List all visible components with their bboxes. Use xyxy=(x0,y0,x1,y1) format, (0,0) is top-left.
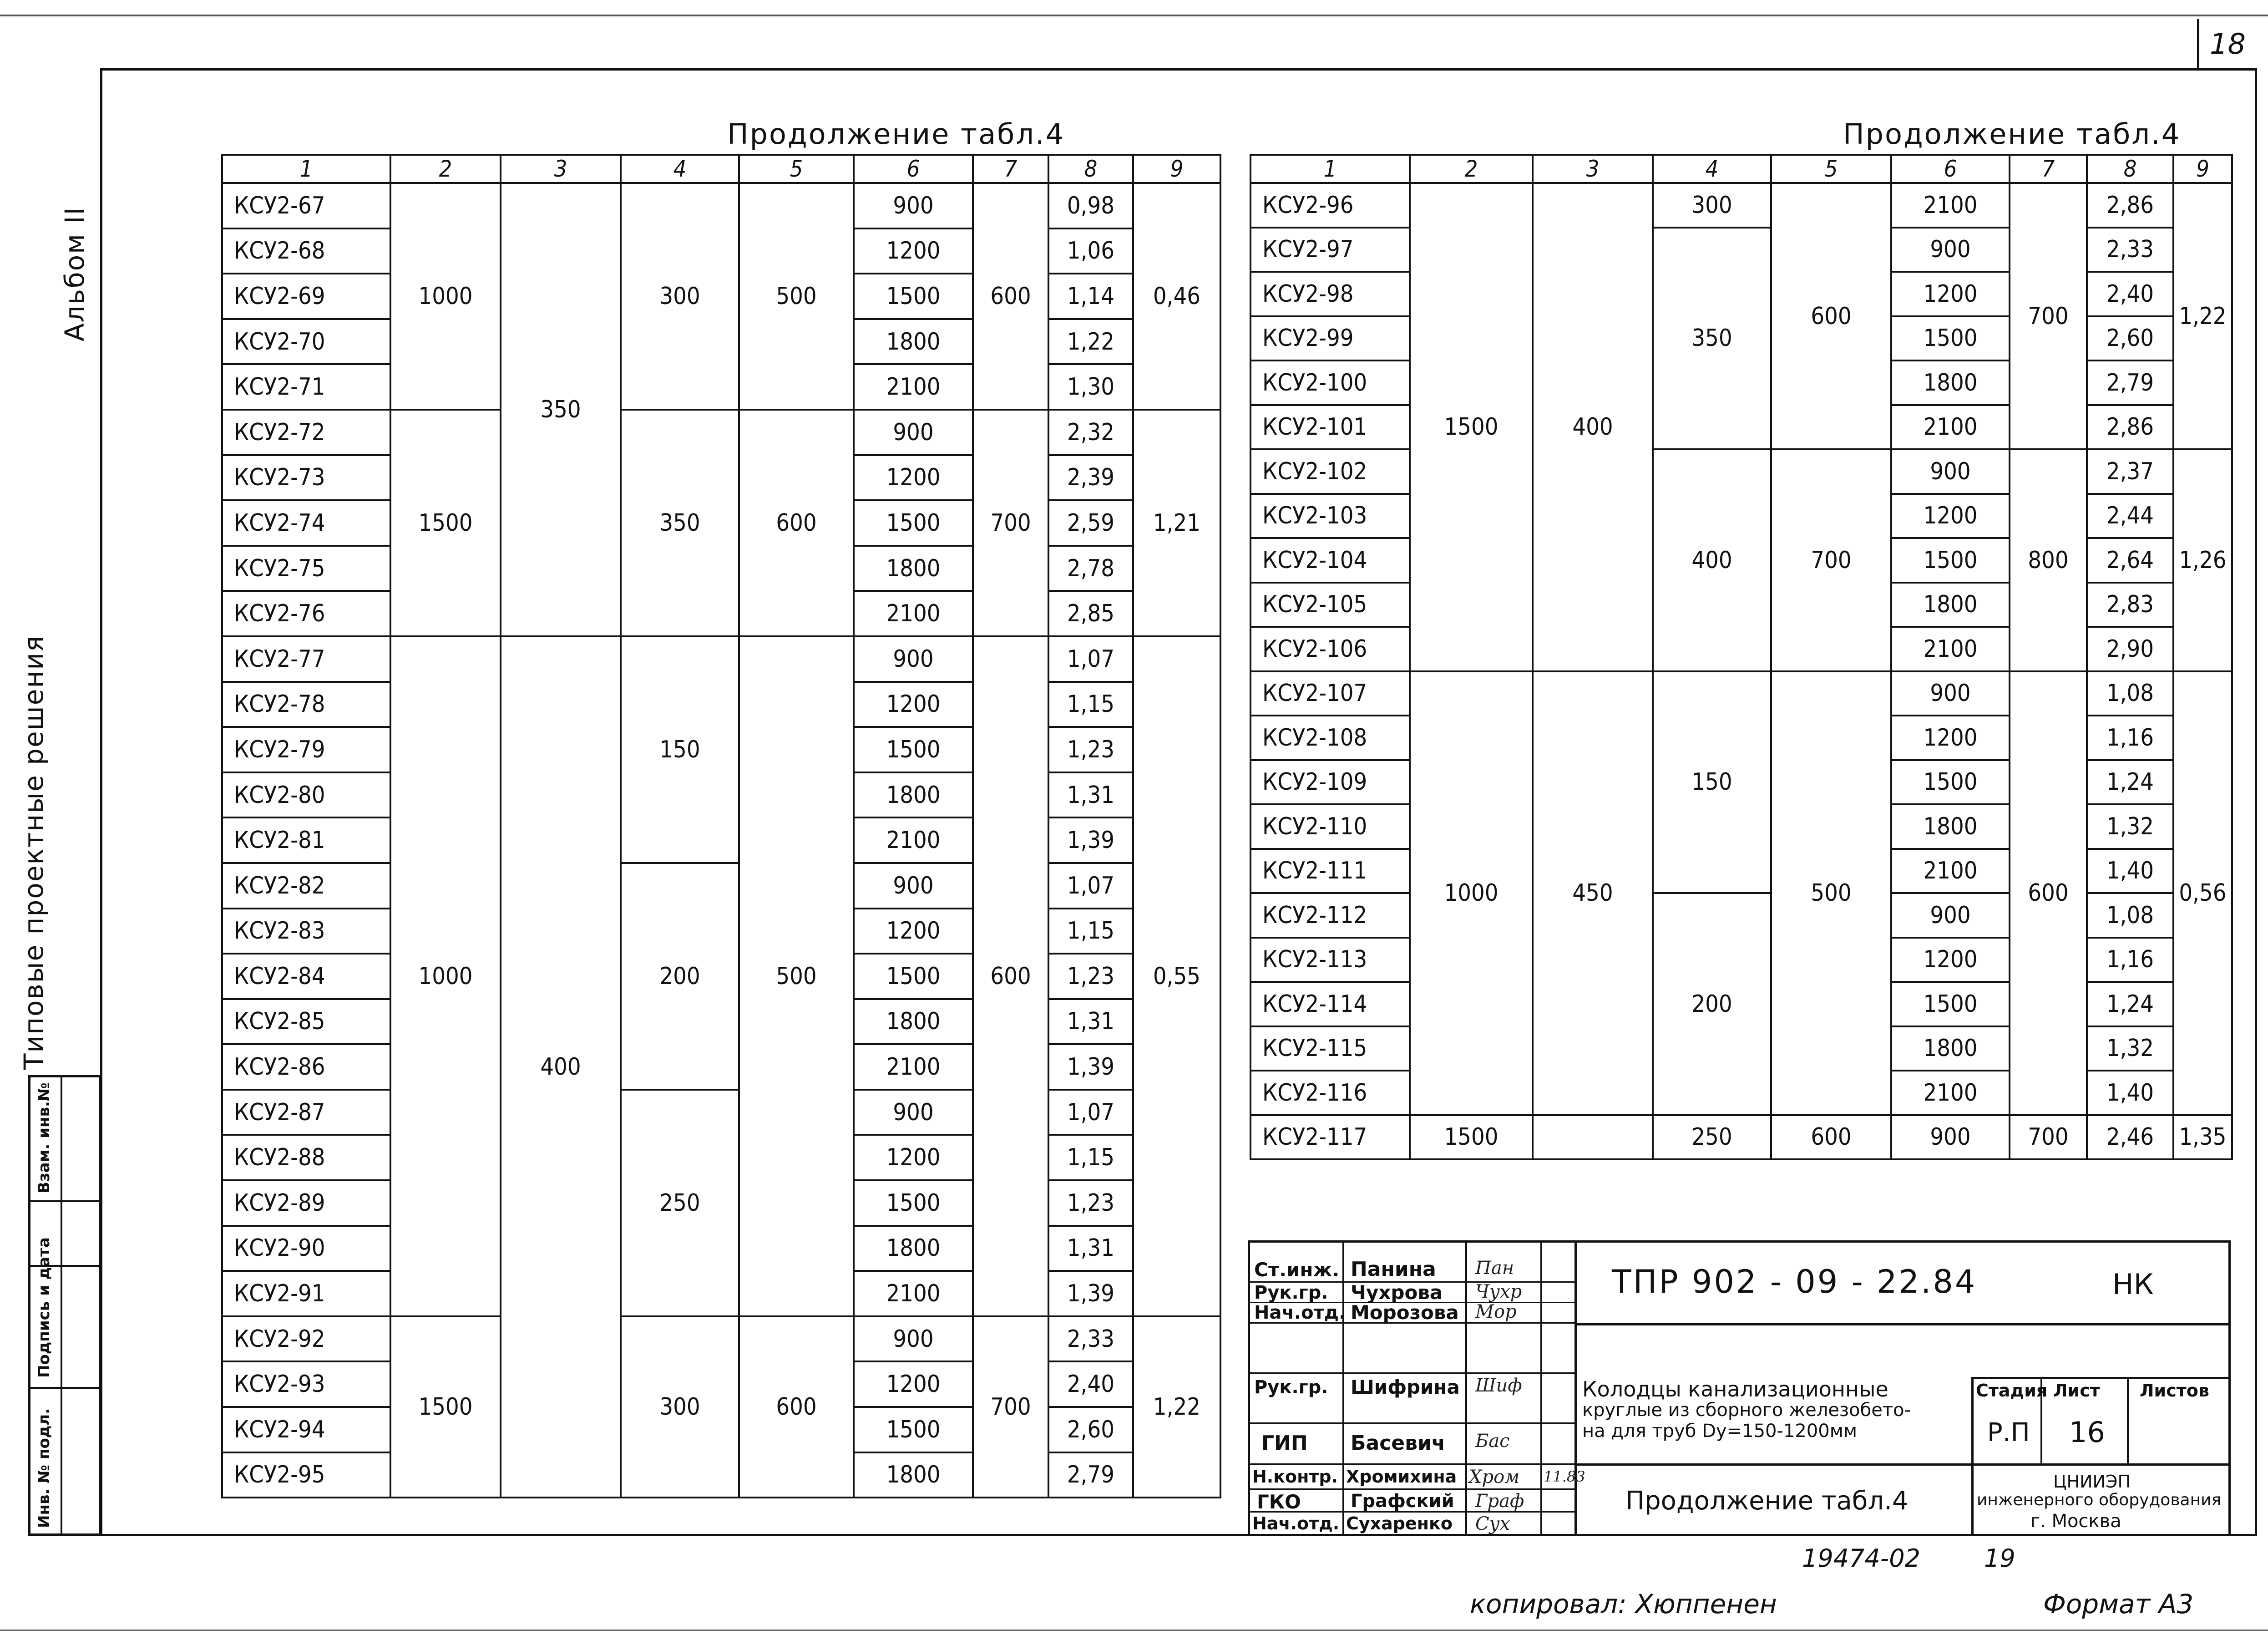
cell-col-6: 900 xyxy=(1891,893,2010,938)
cell-col-8: 2,60 xyxy=(2087,316,2173,361)
cell-col-8: 2,37 xyxy=(2087,449,2173,494)
cell-col-6: 900 xyxy=(854,636,973,682)
left-table xyxy=(221,154,1221,1498)
left_table-header-col-2: 2 xyxy=(390,155,501,183)
cell-col-5: 600 xyxy=(1771,1115,1891,1160)
cell-col-8: 1,22 xyxy=(1048,319,1133,365)
stamp-doc-mark: НК xyxy=(2112,1268,2154,1301)
cell-col-8: 1,31 xyxy=(1048,772,1133,818)
stamp-org-line2: инженерного оборудования xyxy=(1977,1491,2222,1509)
cell-col-5: 500 xyxy=(739,183,854,410)
stamp-sig-1: Пан xyxy=(1475,1258,1514,1279)
cell-col-3: 400 xyxy=(1533,183,1653,671)
cell-col-8: 1,14 xyxy=(1048,274,1133,319)
table-row xyxy=(222,1316,1220,1362)
cell-col-2: 1500 xyxy=(1410,183,1533,671)
cell-col-6: 900 xyxy=(854,183,973,228)
cell-col-6: 2100 xyxy=(854,817,973,863)
cell-col-8: 1,39 xyxy=(1048,817,1133,863)
item-code: КСУ2-103 xyxy=(1250,494,1410,538)
page-number: 18 xyxy=(2197,19,2256,68)
item-code: КСУ2-75 xyxy=(222,546,390,591)
right_table-header-col-4: 4 xyxy=(1653,155,1771,183)
cell-col-6: 1800 xyxy=(1891,583,2010,627)
item-code: КСУ2-99 xyxy=(1250,316,1410,361)
item-code: КСУ2-83 xyxy=(222,909,390,954)
cell-col-6: 1500 xyxy=(854,727,973,772)
item-code: КСУ2-77 xyxy=(222,636,390,682)
cell-col-9: 1,21 xyxy=(1133,410,1220,636)
cell-col-7: 700 xyxy=(2010,183,2087,449)
cell-col-8: 2,44 xyxy=(2087,494,2173,538)
cell-col-6: 1500 xyxy=(854,500,973,546)
item-code: КСУ2-104 xyxy=(1250,538,1410,583)
cell-col-8: 1,31 xyxy=(1048,1226,1133,1271)
stamp-name-7: Графский xyxy=(1351,1491,1454,1512)
table-row xyxy=(1250,449,2232,494)
cell-col-6: 2100 xyxy=(1891,627,2010,671)
cell-col-6: 900 xyxy=(854,863,973,909)
cell-col-4: 150 xyxy=(621,636,739,863)
stamp-role-8: Нач.отд. xyxy=(1252,1513,1340,1533)
cell-col-6: 1200 xyxy=(1891,494,2010,538)
cell-col-8: 1,08 xyxy=(2087,893,2173,938)
left_table-header-col-9: 9 xyxy=(1133,155,1220,183)
stamp-name-3: Морозова xyxy=(1351,1301,1459,1324)
cell-col-6: 900 xyxy=(1891,228,2010,272)
cell-col-5: 600 xyxy=(739,1316,854,1498)
stamp-name-8: Сухаренко xyxy=(1346,1513,1453,1533)
item-code: КСУ2-80 xyxy=(222,772,390,818)
left_table-header-col-5: 5 xyxy=(739,155,854,183)
cell-col-6: 900 xyxy=(1891,449,2010,494)
cell-col-8: 1,08 xyxy=(2087,671,2173,716)
item-code: КСУ2-106 xyxy=(1250,627,1410,671)
item-code: КСУ2-93 xyxy=(222,1361,390,1407)
cell-col-8: 0,98 xyxy=(1048,183,1133,228)
item-code: КСУ2-96 xyxy=(1250,183,1410,228)
cell-col-8: 2,59 xyxy=(1048,500,1133,546)
item-code: КСУ2-98 xyxy=(1250,272,1410,316)
cell-col-8: 2,33 xyxy=(1048,1316,1133,1362)
cell-col-8: 1,40 xyxy=(2087,1071,2173,1115)
series-label: Типовые проектные решения xyxy=(18,635,49,1070)
cell-col-4: 300 xyxy=(621,1316,739,1498)
cell-col-6: 900 xyxy=(854,410,973,455)
cell-col-8: 1,24 xyxy=(2087,760,2173,805)
item-code: КСУ2-110 xyxy=(1250,804,1410,849)
left_table-header-col-1: 1 xyxy=(222,155,390,183)
right_table-header-col-8: 8 xyxy=(2087,155,2173,183)
cell-col-6: 1200 xyxy=(854,682,973,727)
cell-col-3 xyxy=(1533,1115,1653,1160)
archive-number: 19474-02 xyxy=(1802,1544,1920,1573)
cell-col-8: 1,15 xyxy=(1048,909,1133,954)
cell-col-7: 700 xyxy=(973,1316,1048,1498)
cell-col-4: 200 xyxy=(1653,893,1771,1115)
item-code: КСУ2-114 xyxy=(1250,982,1410,1026)
cell-col-2: 1500 xyxy=(1410,1115,1533,1160)
cell-col-6: 2100 xyxy=(854,591,973,636)
cell-col-8: 2,32 xyxy=(1048,410,1133,455)
cell-col-6: 1800 xyxy=(854,1452,973,1498)
copied-by: копировал: Хюппенен xyxy=(1470,1589,1777,1620)
item-code: КСУ2-100 xyxy=(1250,360,1410,405)
cell-col-6: 900 xyxy=(1891,1115,2010,1160)
cell-col-9: 0,56 xyxy=(2173,671,2232,1115)
stamp-sig-5: Бас xyxy=(1475,1431,1510,1452)
item-code: КСУ2-113 xyxy=(1250,938,1410,982)
item-code: КСУ2-92 xyxy=(222,1316,390,1362)
item-code: КСУ2-97 xyxy=(1250,228,1410,272)
cell-col-8: 1,40 xyxy=(2087,849,2173,894)
item-code: КСУ2-86 xyxy=(222,1044,390,1090)
table-row xyxy=(222,636,1220,682)
stamp-role-5: ГИП xyxy=(1261,1432,1308,1455)
cell-col-6: 1200 xyxy=(854,455,973,501)
stamp-sig-3: Мор xyxy=(1475,1301,1517,1322)
cell-col-6: 1500 xyxy=(854,274,973,319)
bottom-rule xyxy=(0,1630,2268,1631)
cell-col-6: 2100 xyxy=(854,1271,973,1316)
stamp-title-line1: Колодцы канализационные xyxy=(1582,1377,1888,1401)
stamp-sheets-label: Листов xyxy=(2140,1381,2209,1401)
right-table-caption: Продолжение табл.4 xyxy=(1843,117,2181,151)
cell-col-6: 2100 xyxy=(1891,849,2010,894)
stamp-role-6: Н.контр. xyxy=(1252,1467,1338,1487)
cell-col-8: 1,23 xyxy=(1048,954,1133,999)
item-code: КСУ2-91 xyxy=(222,1271,390,1316)
left-table-caption: Продолжение табл.4 xyxy=(727,117,1065,151)
cell-col-2: 1000 xyxy=(390,183,501,410)
cell-col-6: 1200 xyxy=(854,1135,973,1180)
cell-col-8: 2,60 xyxy=(1048,1407,1133,1452)
table-row xyxy=(222,863,1220,909)
cell-col-9: 1,22 xyxy=(1133,1316,1220,1498)
cell-col-6: 1200 xyxy=(1891,716,2010,760)
cell-col-8: 1,06 xyxy=(1048,228,1133,274)
strip-label-sign: Подпись и дата xyxy=(35,1237,53,1378)
top-rule xyxy=(0,15,2268,16)
cell-col-4: 250 xyxy=(621,1090,739,1316)
cell-col-4: 200 xyxy=(621,863,739,1090)
cell-col-8: 1,07 xyxy=(1048,863,1133,909)
strip-label-replace: Взам. инв.№ xyxy=(35,1082,53,1193)
stamp-doc-code: ТПР 902 - 09 - 22.84 xyxy=(1612,1263,1977,1300)
cell-col-6: 2100 xyxy=(1891,183,2010,228)
stamp-role-3: Нач.отд. xyxy=(1254,1302,1346,1323)
table-row xyxy=(222,410,1220,455)
item-code: КСУ2-72 xyxy=(222,410,390,455)
cell-col-8: 2,90 xyxy=(2087,627,2173,671)
left_table-header-col-7: 7 xyxy=(973,155,1048,183)
item-code: КСУ2-107 xyxy=(1250,671,1410,716)
cell-col-7: 600 xyxy=(973,636,1048,1316)
cell-col-8: 1,23 xyxy=(1048,1180,1133,1226)
cell-col-8: 1,07 xyxy=(1048,1090,1133,1135)
right-table xyxy=(1250,154,2233,1160)
cell-col-6: 1500 xyxy=(854,1407,973,1452)
left_table-header-col-6: 6 xyxy=(854,155,973,183)
table-row xyxy=(1250,671,2232,716)
table-row xyxy=(1250,1115,2232,1160)
stamp-sheet: 16 xyxy=(2069,1416,2105,1449)
cell-col-9: 0,46 xyxy=(1133,183,1220,410)
item-code: КСУ2-117 xyxy=(1250,1115,1410,1160)
stamp-role-1: Ст.инж. xyxy=(1254,1259,1340,1281)
stamp-sig-8: Сух xyxy=(1475,1513,1510,1534)
cell-col-9: 1,22 xyxy=(2173,183,2232,449)
cell-col-6: 1800 xyxy=(1891,1026,2010,1071)
stamp-name-4: Шифрина xyxy=(1351,1376,1460,1398)
cell-col-8: 2,40 xyxy=(1048,1361,1133,1407)
item-code: КСУ2-88 xyxy=(222,1135,390,1180)
cell-col-8: 1,23 xyxy=(1048,727,1133,772)
right_table-header-col-1: 1 xyxy=(1250,155,1410,183)
cell-col-8: 2,39 xyxy=(1048,455,1133,501)
right_table-header-col-3: 3 xyxy=(1533,155,1653,183)
item-code: КСУ2-68 xyxy=(222,228,390,274)
cell-col-4: 250 xyxy=(1653,1115,1771,1160)
cell-col-6: 1800 xyxy=(1891,360,2010,405)
cell-col-3: 450 xyxy=(1533,671,1653,1115)
cell-col-8: 2,40 xyxy=(2087,272,2173,316)
item-code: КСУ2-89 xyxy=(222,1180,390,1226)
cell-col-4: 350 xyxy=(621,410,739,636)
cell-col-4: 350 xyxy=(1653,228,1771,450)
cell-col-6: 900 xyxy=(854,1316,973,1362)
stamp-title-line2: круглые из сборного железобето- xyxy=(1582,1400,1911,1421)
cell-col-6: 2100 xyxy=(1891,1071,2010,1115)
item-code: КСУ2-87 xyxy=(222,1090,390,1135)
left_table-header-col-4: 4 xyxy=(621,155,739,183)
cell-col-8: 2,46 xyxy=(2087,1115,2173,1160)
cell-col-5: 500 xyxy=(739,636,854,1316)
cell-col-2: 1000 xyxy=(1410,671,1533,1115)
item-code: КСУ2-111 xyxy=(1250,849,1410,894)
cell-col-8: 2,78 xyxy=(1048,546,1133,591)
right_table-header-col-7: 7 xyxy=(2010,155,2087,183)
cell-col-7: 600 xyxy=(2010,671,2087,1115)
cell-col-6: 2100 xyxy=(1891,405,2010,450)
stamp-org-line3: г. Москва xyxy=(2030,1511,2121,1532)
item-code: КСУ2-71 xyxy=(222,364,390,410)
cell-col-6: 900 xyxy=(854,1090,973,1135)
cell-col-8: 2,79 xyxy=(2087,360,2173,405)
cell-col-7: 700 xyxy=(973,410,1048,636)
archive-page: 19 xyxy=(1984,1544,2015,1573)
stamp-title-line3: на для труб Dу=150-1200мм xyxy=(1582,1421,1858,1442)
item-code: КСУ2-101 xyxy=(1250,405,1410,450)
cell-col-9: 1,35 xyxy=(2173,1115,2232,1160)
left_table-header-col-8: 8 xyxy=(1048,155,1133,183)
stamp-stage: Р.П xyxy=(1987,1418,2030,1447)
item-code: КСУ2-94 xyxy=(222,1407,390,1452)
cell-col-6: 1500 xyxy=(1891,760,2010,805)
item-code: КСУ2-69 xyxy=(222,274,390,319)
stamp-name-5: Басевич xyxy=(1351,1432,1446,1455)
cell-col-4: 400 xyxy=(1653,449,1771,671)
cell-col-8: 2,64 xyxy=(2087,538,2173,583)
item-code: КСУ2-74 xyxy=(222,500,390,546)
stamp-sig-6: Хром xyxy=(1469,1467,1520,1488)
right_table-header-col-9: 9 xyxy=(2173,155,2232,183)
cell-col-8: 1,15 xyxy=(1048,682,1133,727)
cell-col-8: 2,85 xyxy=(1048,591,1133,636)
item-code: КСУ2-109 xyxy=(1250,760,1410,805)
cell-col-6: 1200 xyxy=(854,1361,973,1407)
stamp-org-line1: ЦНИИЭП xyxy=(2053,1472,2131,1492)
stamp-role-4: Рук.гр. xyxy=(1254,1377,1328,1398)
stamp-role-7: ГКО xyxy=(1257,1491,1301,1513)
cell-col-8: 1,32 xyxy=(2087,1026,2173,1071)
right_table-header-col-5: 5 xyxy=(1771,155,1891,183)
item-code: КСУ2-105 xyxy=(1250,583,1410,627)
item-code: КСУ2-112 xyxy=(1250,893,1410,938)
stamp-name-2: Чухрова xyxy=(1351,1281,1443,1304)
cell-col-8: 1,07 xyxy=(1048,636,1133,682)
cell-col-2: 1000 xyxy=(390,636,501,1316)
stamp-role-2: Рук.гр. xyxy=(1254,1282,1328,1303)
cell-col-6: 1800 xyxy=(1891,804,2010,849)
cell-col-5: 500 xyxy=(1771,671,1891,1115)
cell-col-8: 1,39 xyxy=(1048,1044,1133,1090)
cell-col-6: 1500 xyxy=(854,954,973,999)
item-code: КСУ2-116 xyxy=(1250,1071,1410,1115)
cell-col-8: 2,83 xyxy=(2087,583,2173,627)
stamp-stage-label: Стадия xyxy=(1976,1381,2048,1401)
cell-col-6: 1800 xyxy=(854,772,973,818)
item-code: КСУ2-115 xyxy=(1250,1026,1410,1071)
table-row xyxy=(1250,183,2232,228)
cell-col-7: 600 xyxy=(973,183,1048,410)
cell-col-4: 150 xyxy=(1653,671,1771,894)
cell-col-6: 1200 xyxy=(854,228,973,274)
item-code: КСУ2-95 xyxy=(222,1452,390,1498)
item-code: КСУ2-85 xyxy=(222,999,390,1045)
stamp-subtitle: Продолжение табл.4 xyxy=(1625,1486,1909,1516)
format-label: Формат А3 xyxy=(2043,1589,2194,1620)
stamp-sheet-label: Лист xyxy=(2053,1381,2100,1401)
cell-col-6: 1500 xyxy=(1891,982,2010,1026)
left_table-header-col-3: 3 xyxy=(501,155,621,183)
cell-col-6: 2100 xyxy=(854,364,973,410)
cell-col-8: 1,39 xyxy=(1048,1271,1133,1316)
cell-col-6: 2100 xyxy=(854,1044,973,1090)
cell-col-3: 400 xyxy=(501,636,621,1498)
table-row xyxy=(222,183,1220,228)
cell-col-2: 1500 xyxy=(390,410,501,636)
cell-col-7: 700 xyxy=(2010,1115,2087,1160)
cell-col-2: 1500 xyxy=(390,1316,501,1498)
cell-col-8: 2,86 xyxy=(2087,405,2173,450)
album-label: Альбом II xyxy=(59,206,90,341)
cell-col-8: 1,24 xyxy=(2087,982,2173,1026)
left-stamp-strip xyxy=(28,1075,101,1536)
right_table-header-col-2: 2 xyxy=(1410,155,1533,183)
cell-col-8: 2,79 xyxy=(1048,1452,1133,1498)
cell-col-4: 300 xyxy=(621,183,739,410)
cell-col-8: 1,16 xyxy=(2087,938,2173,982)
cell-col-6: 1800 xyxy=(854,546,973,591)
cell-col-8: 1,32 xyxy=(2087,804,2173,849)
item-code: КСУ2-67 xyxy=(222,183,390,228)
item-code: КСУ2-79 xyxy=(222,727,390,772)
cell-col-6: 1500 xyxy=(1891,538,2010,583)
cell-col-6: 1200 xyxy=(1891,272,2010,316)
item-code: КСУ2-76 xyxy=(222,591,390,636)
item-code: КСУ2-73 xyxy=(222,455,390,501)
cell-col-7: 800 xyxy=(2010,449,2087,671)
stamp-name-6: Хромихина xyxy=(1346,1467,1457,1487)
title-block xyxy=(1248,1240,2231,1536)
cell-col-6: 1800 xyxy=(854,319,973,365)
cell-col-8: 1,31 xyxy=(1048,999,1133,1045)
cell-col-3: 350 xyxy=(501,183,621,636)
cell-col-5: 600 xyxy=(739,410,854,636)
item-code: КСУ2-102 xyxy=(1250,449,1410,494)
cell-col-8: 1,15 xyxy=(1048,1135,1133,1180)
cell-col-6: 1200 xyxy=(854,909,973,954)
item-code: КСУ2-82 xyxy=(222,863,390,909)
item-code: КСУ2-70 xyxy=(222,319,390,365)
stamp-sig-4: Шиф xyxy=(1475,1375,1522,1396)
table-row xyxy=(222,1090,1220,1135)
cell-col-6: 1800 xyxy=(854,1226,973,1271)
cell-col-9: 1,26 xyxy=(2173,449,2232,671)
cell-col-4: 300 xyxy=(1653,183,1771,228)
stamp-sig-2: Чухр xyxy=(1475,1281,1522,1302)
item-code: КСУ2-81 xyxy=(222,817,390,863)
cell-col-8: 2,86 xyxy=(2087,183,2173,228)
cell-col-6: 1200 xyxy=(1891,938,2010,982)
cell-col-6: 1500 xyxy=(1891,316,2010,361)
item-code: КСУ2-108 xyxy=(1250,716,1410,760)
cell-col-6: 900 xyxy=(1891,671,2010,716)
item-code: КСУ2-90 xyxy=(222,1226,390,1271)
cell-col-5: 600 xyxy=(1771,183,1891,449)
cell-col-8: 1,30 xyxy=(1048,364,1133,410)
stamp-date: 11.83 xyxy=(1544,1468,1585,1485)
cell-col-6: 1500 xyxy=(854,1180,973,1226)
stamp-name-1: Панина xyxy=(1351,1258,1436,1281)
cell-col-8: 2,33 xyxy=(2087,228,2173,272)
item-code: КСУ2-78 xyxy=(222,682,390,727)
cell-col-9: 0,55 xyxy=(1133,636,1220,1316)
strip-label-inv: Инв. № подл. xyxy=(35,1408,53,1528)
right_table-header-col-6: 6 xyxy=(1891,155,2010,183)
cell-col-6: 1800 xyxy=(854,999,973,1045)
stamp-sig-7: Граф xyxy=(1475,1491,1524,1512)
item-code: КСУ2-84 xyxy=(222,954,390,999)
cell-col-5: 700 xyxy=(1771,449,1891,671)
cell-col-8: 1,16 xyxy=(2087,716,2173,760)
